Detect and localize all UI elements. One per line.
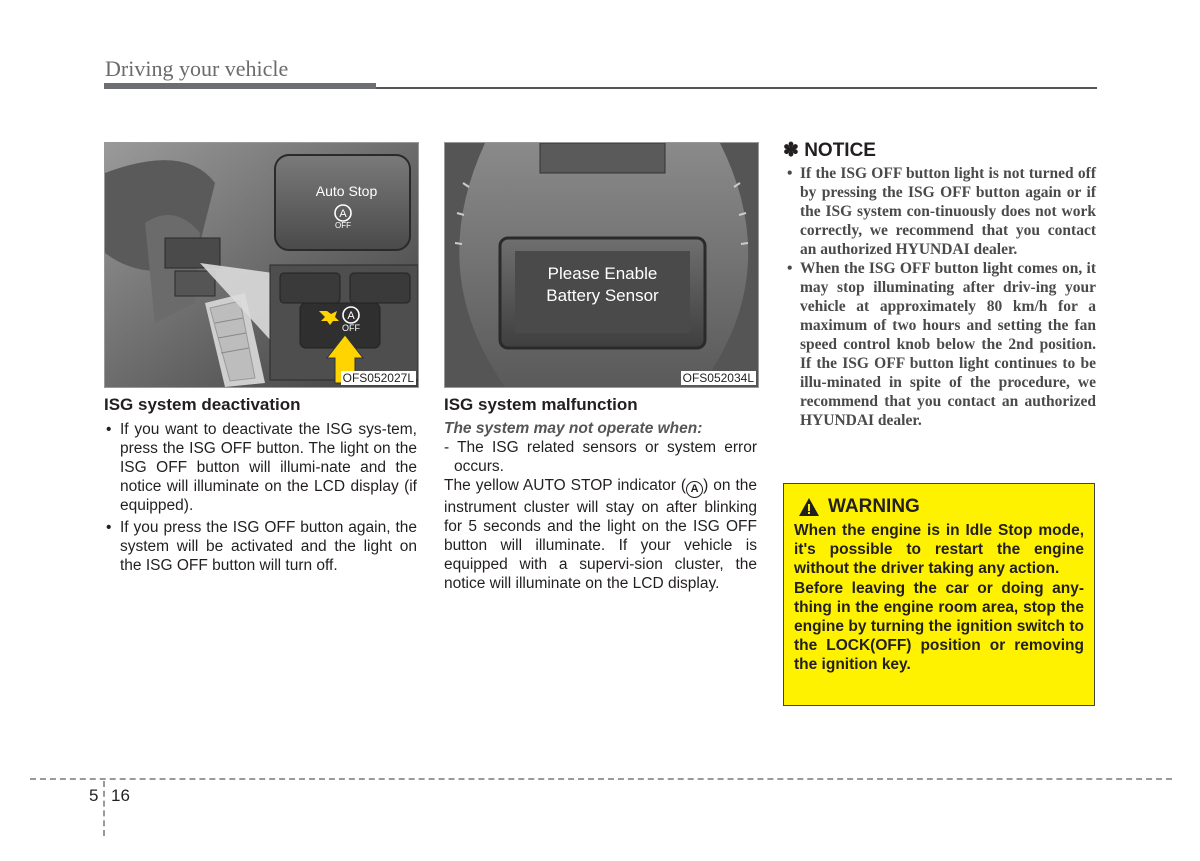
list-item: • If the ISG OFF button light is not turned off by pressing the ISG OFF button again or if the ISG system con-tinuously does not work correctly, we recommend that you contact an authorized HYUNDAI dealer. xyxy=(785,164,1096,259)
indicator-paragraph: The yellow AUTO STOP indicator ( A ) on the instrument cluster will stay on after blinking for 5 seconds and the light on the ISG OFF button will illuminate. If your vehicle is equipped with a supervi-sion cluster, the notice will illuminate on the LCD display. xyxy=(444,477,757,592)
footer-dashed-rule xyxy=(30,778,1172,780)
list-item: • If you press the ISG OFF button again, the system will be activated and the light on the ISG OFF button will turn off. xyxy=(104,518,417,575)
lcd-message-line-1: Please Enable xyxy=(547,264,658,283)
warning-title: WARNING xyxy=(828,496,920,517)
footer-vertical-dashed-rule xyxy=(103,781,105,836)
auto-stop-off-label: OFF xyxy=(335,221,351,230)
isg-switch-illustration xyxy=(105,143,418,387)
dash-item: - The ISG related sensors or system error occurs. xyxy=(444,439,757,475)
isg-malfunction-section xyxy=(444,395,757,593)
lcd-message-line-2: Battery Sensor xyxy=(546,286,659,305)
warning-box xyxy=(783,483,1095,706)
warning-paragraph: When the engine is in Idle Stop mode, it's possible to restart the engine without the driver taking any action. xyxy=(794,522,1084,577)
svg-text:A: A xyxy=(347,310,355,322)
isg-deactivation-section xyxy=(104,395,417,578)
svg-text:A: A xyxy=(339,208,347,220)
svg-text:OFF: OFF xyxy=(342,323,360,333)
section-heading: ISG system malfunction xyxy=(444,395,638,414)
warning-triangle-icon xyxy=(798,497,820,517)
list-item: • If you want to deactivate the ISG sys-tem, press the ISG OFF button. The light on the ISG OFF button will illumi-nate and the notice will illuminate on the LCD display (if equipped). xyxy=(104,420,417,515)
isg-off-switch-figure xyxy=(104,142,419,388)
notice-list xyxy=(785,164,1096,430)
sub-heading: The system may not operate when: xyxy=(444,420,703,437)
battery-sensor-lcd-figure xyxy=(444,142,759,388)
chapter-number: 5 xyxy=(89,786,99,805)
list-item: • When the ISG OFF button light comes on, it may stop illuminating after driv-ing your vehicle at approximately 80 km/h for a maximum of two hours and setting the fan speed control knob below the 2nd position. If the ISG OFF button light continues to be illu-minated in spite of the procedure, we recommend that you contact an authorized HYUNDAI dealer. xyxy=(785,259,1096,430)
figure-code: OFS052027L xyxy=(342,371,414,385)
auto-stop-label: Auto Stop xyxy=(315,183,378,199)
page-number: 16 xyxy=(111,786,130,805)
warning-header xyxy=(798,496,1084,518)
notice-title: ✽ NOTICE xyxy=(783,140,876,161)
header-rule-thin xyxy=(376,87,1097,89)
warning-paragraph: Before leaving the car or doing any-thing in the engine room area, stop the engine by turning the ignition switch to the LOCK(OFF) position or removing the ignition key. xyxy=(794,580,1084,673)
figure-code: OFS052034L xyxy=(682,371,754,385)
auto-stop-indicator-icon: A xyxy=(686,481,703,498)
deactivation-bullet-list xyxy=(104,420,417,575)
header-rule-thick xyxy=(104,83,376,89)
section-heading: ISG system deactivation xyxy=(104,395,301,414)
section-header-title: Driving your vehicle xyxy=(105,56,289,81)
